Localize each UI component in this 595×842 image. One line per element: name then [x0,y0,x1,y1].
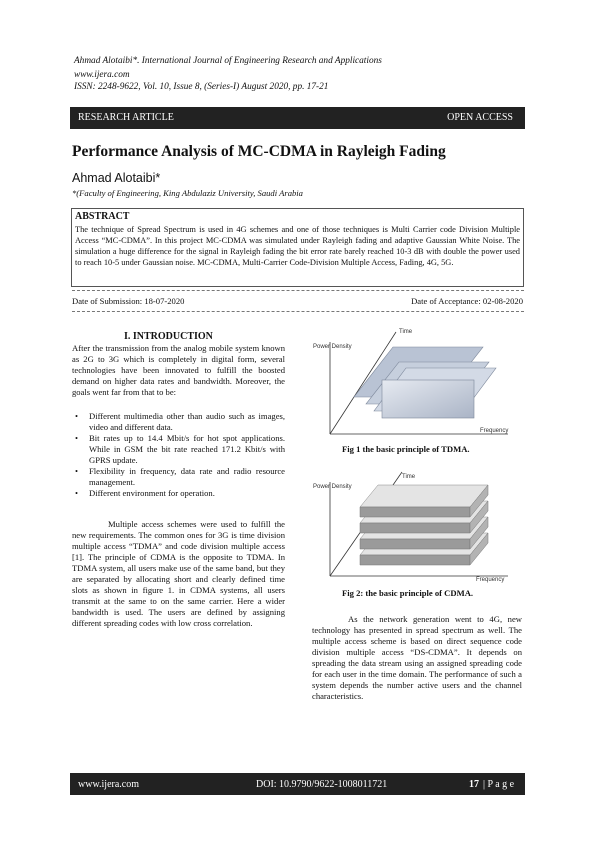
figure-2-caption: Fig 2: the basic principle of CDMA. [342,588,474,598]
intro-paragraph: After the transmission from the analog mobile system known as 2G to 3G which is completely in digital form, several technologies have been innovated to fulfill the boosted demand on higher data rates and bandwidth. Moreover, the goals went far from that to be: [72,343,285,397]
time-axis-label: Time [399,329,413,335]
footer-url[interactable]: www.ijera.com [78,779,139,790]
list-item: • Different multimedia other than audio such as images, video and different data. [72,411,285,433]
page-number: 17 [469,779,479,790]
page-footer [70,773,525,795]
article-type-band [70,107,525,129]
requirements-list [72,411,285,499]
acceptance-date: Date of Acceptance: 02-08-2020 [411,296,523,306]
time-slot [382,380,474,418]
author-affiliation: *(Faculty of Engineering, King Abdulaziz University, Saudi Arabia [72,188,303,198]
abstract-heading: ABSTRACT [75,211,130,222]
time-axis-label: Time [402,474,416,480]
right-column-paragraph: As the network generation went to 4G, new technology has presented in spread spectrum as well. The multiple access scheme is based on direct sequence code division multiple access “DS-CDMA”. It depends on spreading the data stream using an assigned spreading code for each user in the time domain. The performance of such a system depends the number active users and the channel characteristics. [312,614,522,701]
y-axis-label: Power Density [313,344,352,350]
frequency-axis-label: Frequency [480,428,509,434]
submission-date: Date of Submission: 18-07-2020 [72,296,185,306]
abstract-box [71,208,524,287]
journal-issn: ISSN: 2248-9622, Vol. 10, Issue 8, (Series-I) August 2020, pp. 17-21 [74,82,329,92]
paper-title: Performance Analysis of MC-CDMA in Rayleigh Fading [72,143,446,160]
abstract-text: The technique of Spread Spectrum is used in 4G schemes and one of those techniques is Multi Carrier code Division Multiple Access “MC-CDMA”. In this project MC-CDMA was simulated under Rayleigh fading and adaptive Gaussian White Noise. The simulation a huge difference for the signal in Rayleigh fading the bit error rate barely reached 10-3 dB with double the power used to reach 10-5 under Gaussian noise. MC-CDMA, Multi-Carrier Code-Division Multiple Access, Fading, 4G, 5G. [75,225,520,267]
author-name: Ahmad Alotaibi* [72,171,161,185]
divider [72,290,524,291]
doi-link[interactable]: DOI: 10.9790/9622-1008011721 [256,779,388,790]
list-item: • Flexibility in frequency, data rate and radio resource management. [72,466,285,488]
divider [72,311,524,312]
section-heading: I. INTRODUCTION [124,331,213,342]
code-layer [360,485,488,517]
research-article-label: RESEARCH ARTICLE [78,112,174,123]
page-label: | P a g e [483,779,515,790]
figure-1-caption: Fig 1 the basic principle of TDMA. [342,444,470,454]
frequency-axis-label: Frequency [476,577,505,583]
y-axis-label: Power Density [313,484,352,490]
journal-citation: Ahmad Alotaibi*. International Journal of Engineering Research and Applications [74,56,382,66]
intro-paragraph-2: Multiple access schemes were used to fulfill the new requirements. The common ones for 3G is time division multiple access “TDMA” and code division multiple access [1]. The principle of CDMA is the opposite to TDMA. In TDMA system, all users make use of the same band, but they are separated by allocating short and clearly defined time slots as shown in figure 1. in CDMA systems, all users transmit at the same to on the same carrier. Here a wider bandwidth is used. The users are defined by assigning different spreading codes with low cross correlation. [72,519,285,628]
list-item: • Bit rates up to 14.4 Mbit/s for hot spot applications. While in GSM the bit rate reached 171.2 Kbit/s with GPRS update. [72,433,285,466]
cdma-diagram [312,470,514,586]
open-access-label: OPEN ACCESS [447,112,513,123]
list-item: • Different environment for operation. [72,488,285,499]
journal-url[interactable]: www.ijera.com [74,70,130,80]
tdma-diagram [312,322,514,438]
